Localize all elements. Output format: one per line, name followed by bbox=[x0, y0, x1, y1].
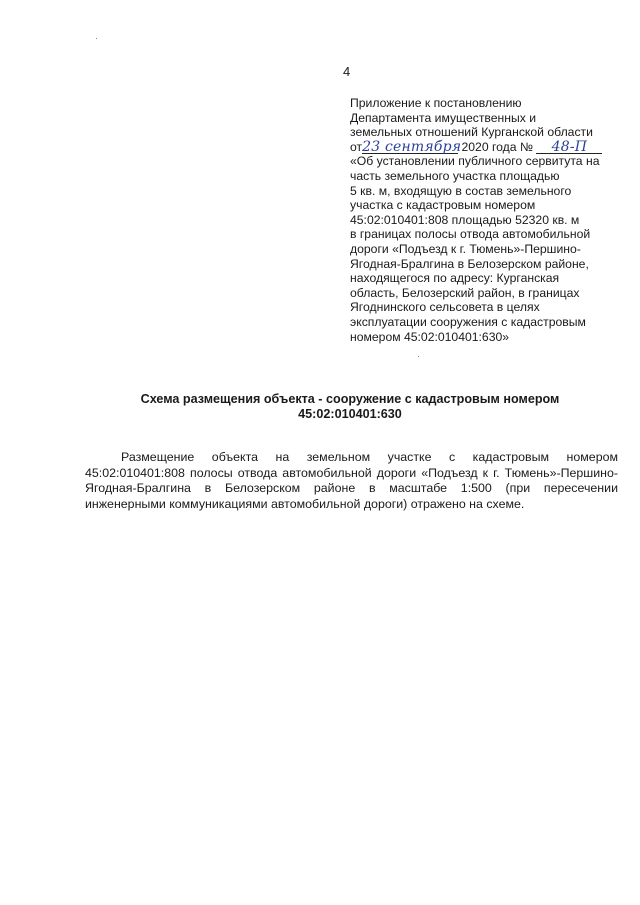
scan-speck bbox=[96, 38, 97, 39]
appendix-subject-line: Ягодная-Бралгина в Белозерском районе, bbox=[350, 256, 589, 271]
appendix-subject-line: эксплуатации сооружения с кадастровым bbox=[350, 314, 586, 329]
appendix-subject-line: «Об установлении публичного сервитута на bbox=[350, 154, 600, 169]
appendix-date-line bbox=[350, 140, 620, 155]
body-paragraph: Размещение объекта на земельном участке с кадастровым номером 45:02:010401:808 полосы отвода автомобильной дороги «Подъезд к г. Тюмень»-Першино-Ягодная-Бралгина в Белозерском районе в масштабе 1:500 (при пересечении инженерными коммуникациями автомобильной дороги) отражено на схеме. bbox=[85, 450, 618, 511]
appendix-subject-line: Ягоднинского сельсовета в целях bbox=[350, 300, 540, 315]
handwritten-number: 48-П bbox=[536, 141, 602, 154]
handwritten-date: 23 сентября bbox=[362, 138, 462, 155]
appendix-subject-line: 45:02:010401:808 площадью 52320 кв. м bbox=[350, 212, 580, 227]
appendix-subject-line: номером 45:02:010401:630» bbox=[350, 329, 510, 344]
appendix-subject-line: находящегося по адресу: Курганская bbox=[350, 271, 560, 286]
appendix-block bbox=[350, 96, 620, 344]
heading-line: Схема размещения объекта - сооружение с кадастровым номером bbox=[140, 392, 560, 406]
year-text: 2020 года № bbox=[461, 139, 534, 154]
appendix-line: Департамента имущественных и bbox=[350, 110, 537, 125]
scan-speck bbox=[418, 356, 419, 357]
appendix-subject-line: дороги «Подъезд к г. Тюмень»-Першино- bbox=[350, 241, 581, 256]
heading-line: 45:02:010401:630 bbox=[298, 407, 402, 421]
date-prefix: от bbox=[350, 139, 363, 154]
appendix-subject-line: 5 кв. м, входящую в состав земельного bbox=[350, 183, 572, 198]
appendix-subject-line: часть земельного участка площадью bbox=[350, 168, 560, 183]
page-number: 4 bbox=[343, 64, 351, 79]
appendix-subject-line: участка с кадастровым номером bbox=[350, 198, 536, 213]
document-heading bbox=[80, 392, 620, 422]
appendix-line: Приложение к постановлению bbox=[350, 96, 522, 110]
appendix-line: земельных отношений Курганской области bbox=[350, 125, 593, 140]
appendix-subject-line: в границах полосы отвода автомобильной bbox=[350, 227, 591, 242]
appendix-subject-line: область, Белозерский район, в границах bbox=[350, 285, 580, 300]
